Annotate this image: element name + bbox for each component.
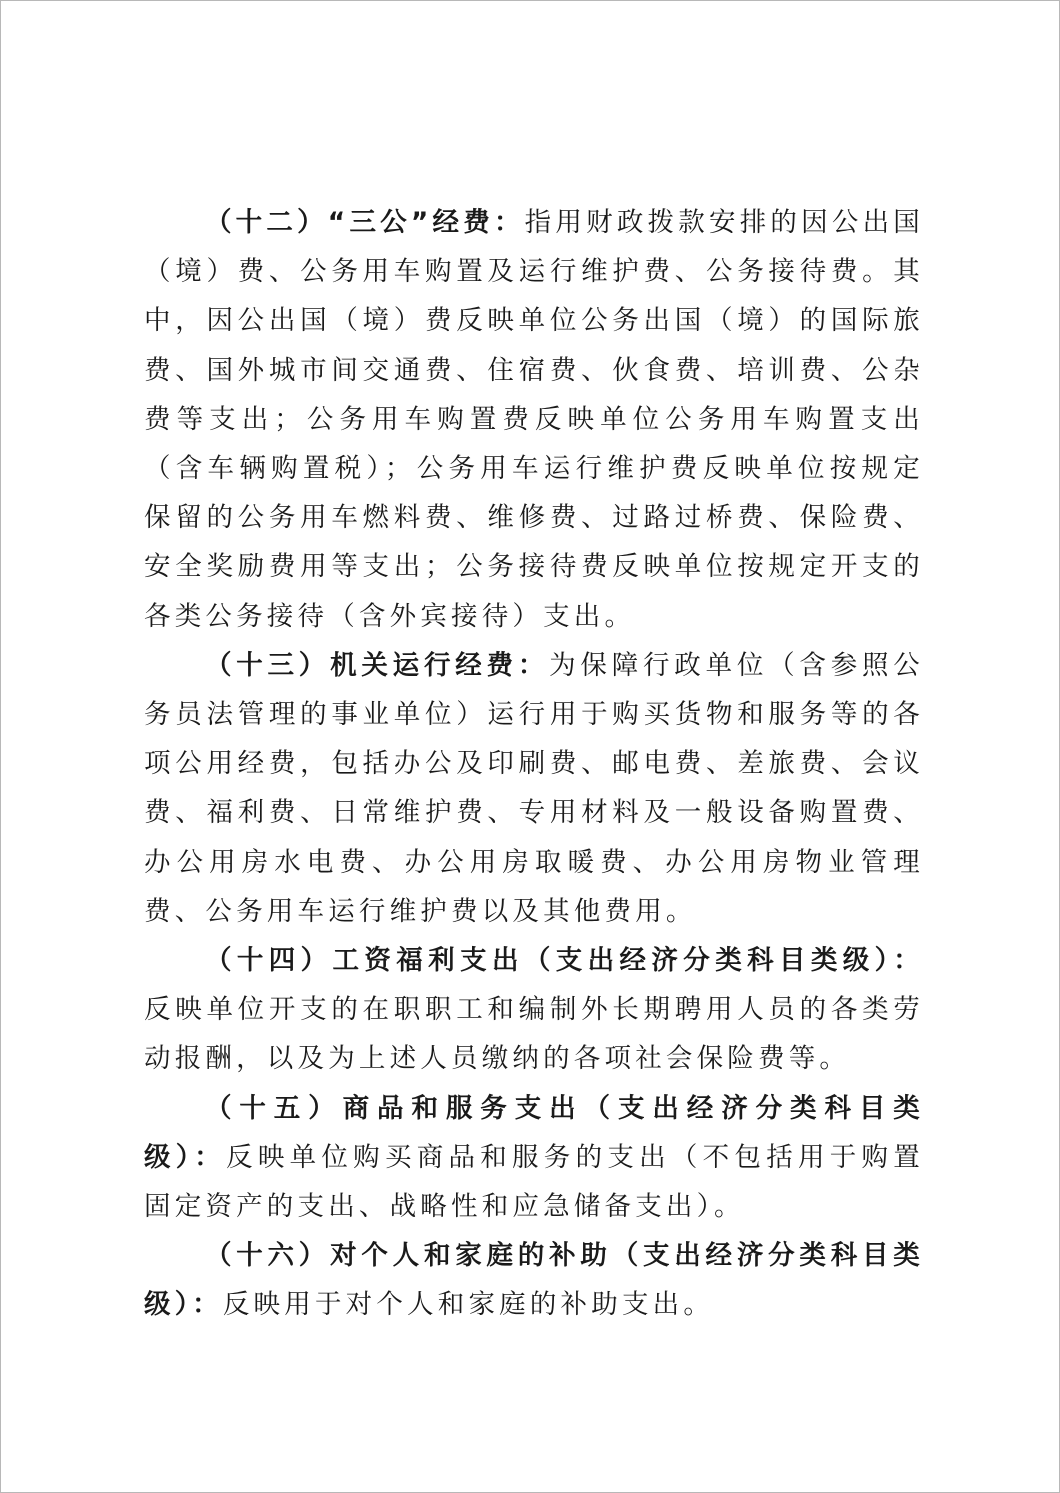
term-heading: （十五）商品和服务支出（支出经济分类科目类级）： (144, 1092, 924, 1173)
paragraph-14 (144, 936, 924, 1084)
paragraph-text: 反映用于对个人和家庭的补助支出。 (222, 1289, 715, 1321)
paragraph-16 (144, 1231, 924, 1329)
term-heading: （十四）工资福利支出（支出经济分类科目类级）： (204, 945, 924, 977)
paragraph-13 (144, 641, 924, 936)
paragraph-text: 反映单位开支的在职职工和编制外长期聘用人员的各类劳动报酬，以及为上述人员缴纳的各项社会保险费等。 (144, 994, 924, 1075)
document-body (144, 198, 924, 1330)
paragraph-text: 为保障行政单位（含参照公务员法管理的事业单位）运行用于购买货物和服务等的各项公用经费，包括办公及印刷费、邮电费、差旅费、会议费、福利费、日常维护费、专用材料及一般设备购置费、办公用房水电费、办公用房取暖费、办公用房物业管理费、公务用车运行维护费以及其他费用。 (144, 649, 925, 927)
paragraph-text: 反映单位购买商品和服务的支出（不包括用于购置固定资产的支出、战略性和应急储备支出）。 (144, 1141, 924, 1223)
paragraph-12 (144, 198, 924, 641)
term-heading: （十三）机关运行经费： (204, 649, 550, 681)
term-heading: （十二）“三公”经费： (204, 207, 525, 238)
paragraph-15 (144, 1084, 924, 1232)
paragraph-text: 指用财政拨款安排的因公出国（境）费、公务用车购置及运行维护费、公务接待费。其中，因公出国（境）费反映单位公务出国（境）的国际旅费、国外城市间交通费、住宿费、伙食费、培训费、公杂费等支出；公务用车购置费反映单位公务用车购置支出（含车辆购置税）；公务用车运行维护费反映单位按规定保留的公务用车燃料费、维修费、过路过桥费、保险费、安全奖励费用等支出；公务接待费反映单位按规定开支的各类公务接待（含外宾接待）支出。 (144, 207, 924, 632)
term-heading: （十六）对个人和家庭的补助（支出经济分类科目类级）： (144, 1240, 924, 1321)
